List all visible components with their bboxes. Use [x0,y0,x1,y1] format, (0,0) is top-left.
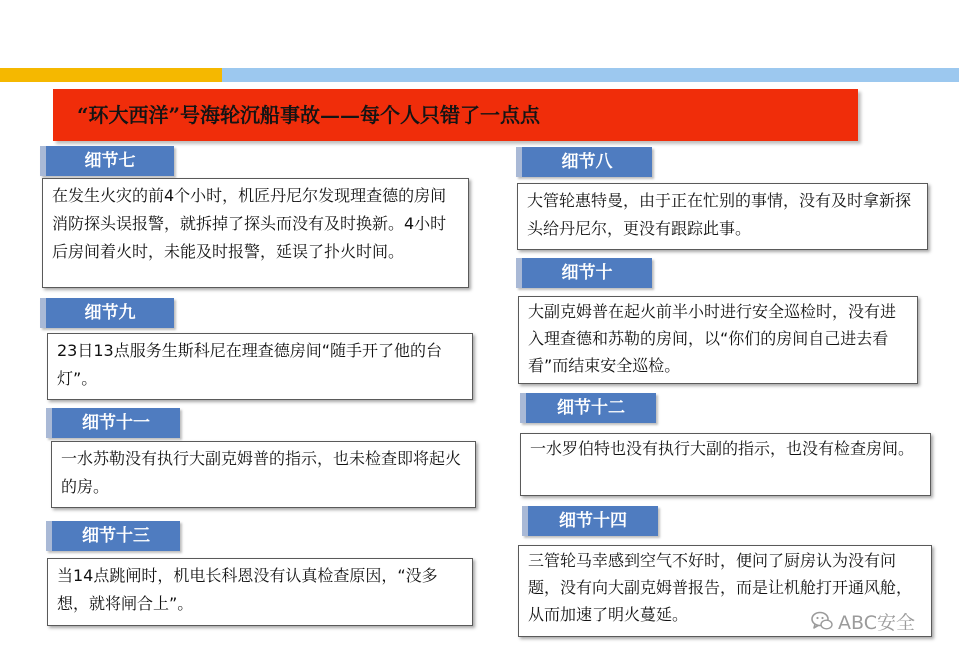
watermark-text: ABC安全 [838,611,915,634]
detail-box-7 [42,178,469,288]
detail-label-8 [516,147,652,177]
detail-label-13 [46,521,180,551]
detail-text: 大副克姆普在起火前半小时进行安全巡检时，没有进入理查德和苏勒的房间，以“你们的房间自己进去看看”而结束安全巡检。 [528,302,897,375]
detail-label-text: 细节七 [84,151,136,171]
detail-box-12 [520,433,931,496]
detail-label-text: 细节十二 [557,398,625,418]
detail-label-12 [520,393,656,423]
detail-text: 大管轮惠特曼，由于正在忙别的事情，没有及时拿新探头给丹尼尔，更没有跟踪此事。 [527,191,912,238]
detail-text: 三管轮马幸感到空气不好时，便问了厨房认为没有问题，没有向大副克姆普报告，而是让机舱打开通风舱，从而加速了明火蔓延。 [528,551,913,624]
detail-label-text: 细节八 [561,152,613,172]
detail-text: 在发生火灾的前4个小时，机匠丹尼尔发现理查德的房间消防探头误报警，就拆掉了探头而没有及时换新。4小时后房间着火时，未能及时报警，延误了扑火时间。 [52,186,447,261]
detail-text: 当14点跳闸时，机电长科恩没有认真检查原因，“没多想，就将闸合上”。 [57,566,438,613]
detail-label-9 [40,298,174,328]
detail-box-8 [517,183,928,250]
detail-label-14 [522,506,658,536]
detail-label-text: 细节十四 [559,511,627,531]
page-title: “环大西洋”号海轮沉船事故——每个人只错了一点点 [77,103,541,127]
title-banner [53,89,858,141]
top-bar-accent-blue [222,68,959,82]
detail-box-10 [518,296,918,384]
detail-label-text: 细节十三 [82,526,150,546]
detail-text: 一水苏勒没有执行大副克姆普的指示，也未检查即将起火的房。 [61,449,462,496]
detail-label-text: 细节十一 [82,413,150,433]
detail-label-text: 细节九 [84,303,136,323]
detail-box-13 [47,558,473,626]
detail-box-9 [47,333,473,400]
detail-box-11 [51,441,476,508]
wechat-icon [810,609,834,633]
detail-label-text: 细节十 [561,263,613,283]
detail-label-10 [516,258,652,288]
detail-text: 一水罗伯特也没有执行大副的指示，也没有检查房间。 [530,439,915,458]
top-bar-accent-yellow [0,68,222,82]
detail-label-7 [40,146,174,176]
detail-label-11 [46,408,180,438]
detail-text: 23日13点服务生斯科尼在理查德房间“随手开了他的台灯”。 [57,341,443,388]
watermark [810,604,915,638]
